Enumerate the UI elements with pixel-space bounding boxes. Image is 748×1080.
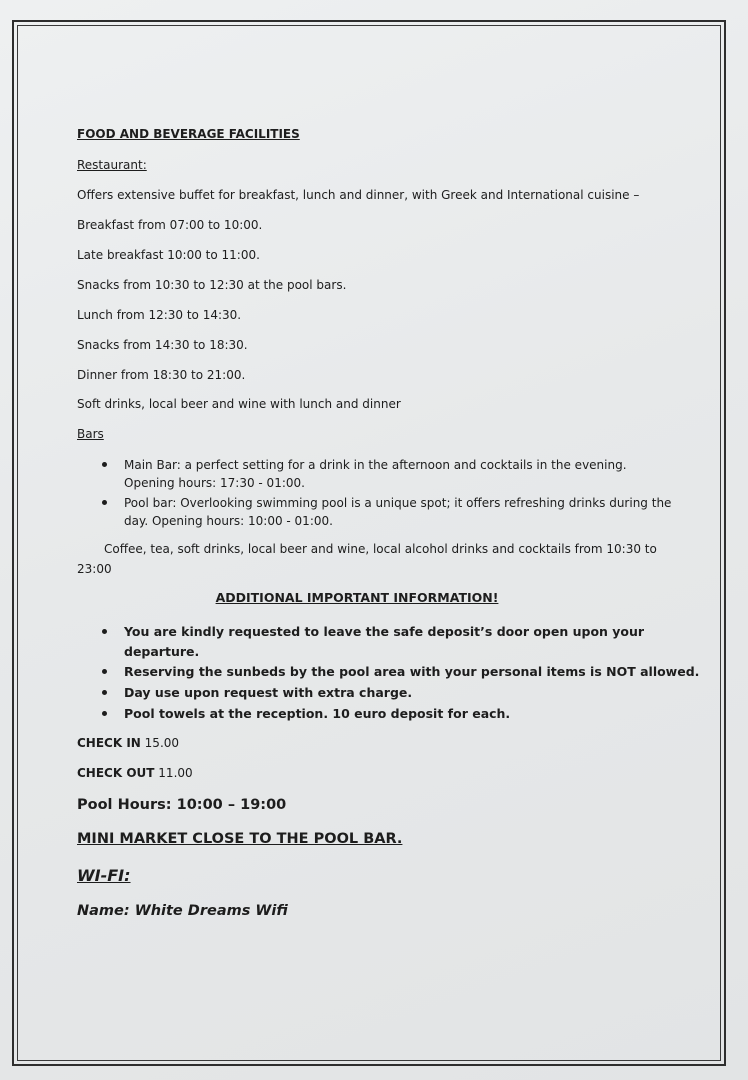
wifi-heading: WI-FI: xyxy=(77,866,131,885)
check-out-label: CHECK OUT xyxy=(77,766,155,780)
bars-note: 23:00 xyxy=(77,562,112,576)
restaurant-heading: Restaurant: xyxy=(77,158,147,172)
restaurant-line: Breakfast from 07:00 to 10:00. xyxy=(77,218,263,232)
info-item-line: departure. xyxy=(124,644,200,659)
bars-heading: Bars xyxy=(77,427,104,441)
check-out-value: 11.00 xyxy=(158,766,193,780)
info-item-line: Pool towels at the reception. 10 euro deposit for each. xyxy=(124,706,511,721)
check-out xyxy=(77,766,193,780)
bullet-icon xyxy=(102,462,107,467)
restaurant-line: Late breakfast 10:00 to 11:00. xyxy=(77,248,260,262)
check-in xyxy=(77,736,179,750)
info-item-line: Day use upon request with extra charge. xyxy=(124,685,413,700)
info-item-line: You are kindly requested to leave the safe deposit’s door open upon your xyxy=(124,624,645,639)
page-title: FOOD AND BEVERAGE FACILITIES xyxy=(77,127,300,141)
bullet-icon xyxy=(102,629,107,634)
additional-info-heading: ADDITIONAL IMPORTANT INFORMATION! xyxy=(215,590,499,605)
restaurant-line: Snacks from 10:30 to 12:30 at the pool bars. xyxy=(77,278,347,292)
restaurant-line: Dinner from 18:30 to 21:00. xyxy=(77,368,246,382)
bar-item-line: Pool bar: Overlooking swimming pool is a unique spot; it offers refreshing drinks during the xyxy=(124,496,672,510)
restaurant-line: Snacks from 14:30 to 18:30. xyxy=(77,338,248,352)
bullet-icon xyxy=(102,690,107,695)
restaurant-line: Soft drinks, local beer and wine with lunch and dinner xyxy=(77,397,401,411)
restaurant-line: Lunch from 12:30 to 14:30. xyxy=(77,308,242,322)
mini-market-note: MINI MARKET CLOSE TO THE POOL BAR. xyxy=(77,831,403,847)
bar-item-line: Main Bar: a perfect setting for a drink in the afternoon and cocktails in the evening. xyxy=(124,458,627,472)
bar-item-line: Opening hours: 17:30 - 01:00. xyxy=(124,476,305,490)
wifi-name: Name: White Dreams Wifi xyxy=(77,903,288,919)
bullet-icon xyxy=(102,711,107,716)
check-in-value: 15.00 xyxy=(144,736,180,750)
restaurant-line: Offers extensive buffet for breakfast, lunch and dinner, with Greek and International cuisine – xyxy=(77,188,640,202)
bullet-icon xyxy=(102,669,107,674)
bullet-icon xyxy=(102,500,107,505)
pool-hours: Pool Hours: 10:00 – 19:00 xyxy=(77,797,287,813)
check-in-label: CHECK IN xyxy=(77,736,141,750)
bar-item-line: day. Opening hours: 10:00 - 01:00. xyxy=(124,514,333,528)
info-item-line: Reserving the sunbeds by the pool area with your personal items is NOT allowed. xyxy=(124,664,700,679)
bars-note: Coffee, tea, soft drinks, local beer and wine, local alcohol drinks and cocktails from 10:30 to xyxy=(104,542,657,556)
